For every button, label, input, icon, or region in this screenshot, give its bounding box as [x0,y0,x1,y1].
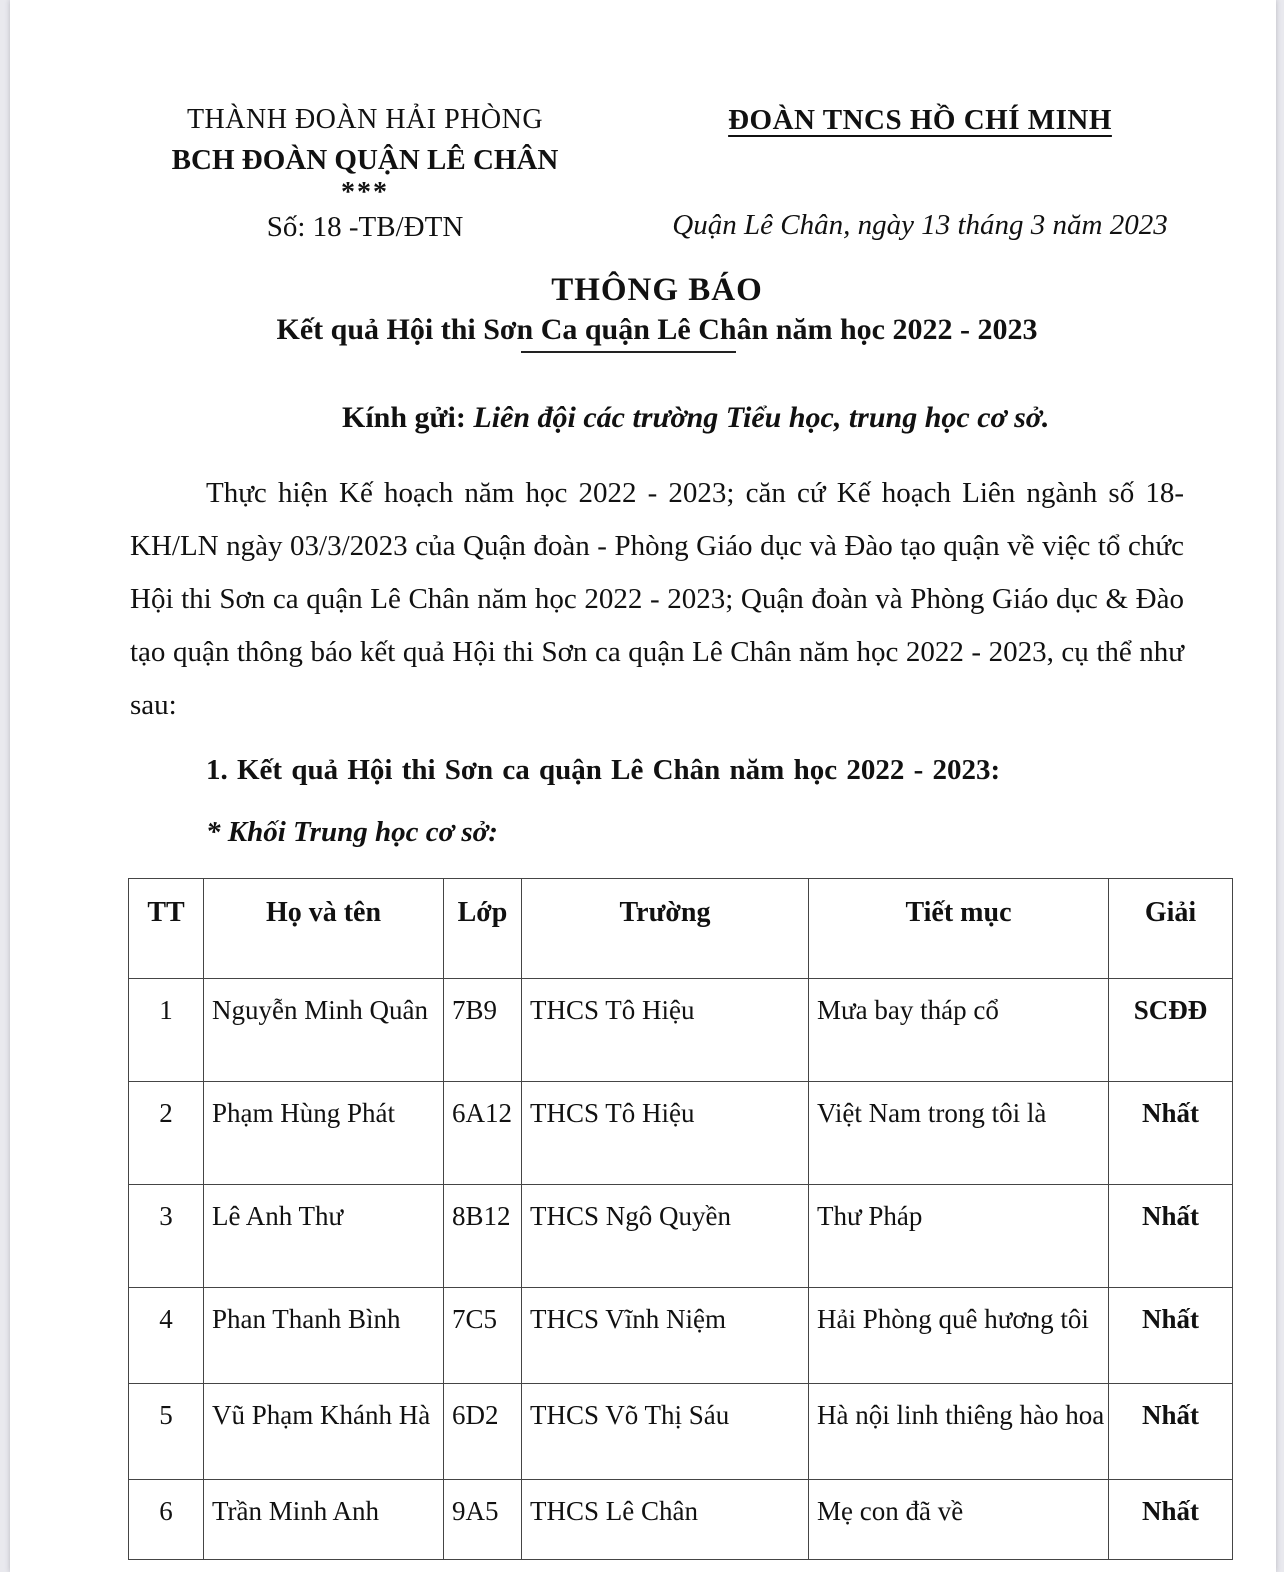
cell-name: Lê Anh Thư [204,1185,444,1288]
table-row [129,979,1233,1082]
cell-school: THCS Vĩnh Niệm [522,1288,809,1384]
cell-class: 8B12 [444,1185,522,1288]
cell-name: Vũ Phạm Khánh Hà [204,1384,444,1480]
col-header-prize: Giải [1109,879,1233,979]
cell-school: THCS Tô Hiệu [522,979,809,1082]
col-header-name: Họ và tên [204,879,444,979]
document-page [10,0,1276,1572]
salutation-label: Kính gửi: [342,401,466,434]
cell-class: 9A5 [444,1480,522,1560]
cell-tt: 6 [129,1480,204,1560]
salutation-recipients: Liên đội các trường Tiểu học, trung học cơ sở. [473,401,1050,434]
cell-prize: SCĐĐ [1109,979,1233,1082]
document-title: THÔNG BÁO [551,272,763,308]
cell-performance: Việt Nam trong tôi là [809,1082,1109,1185]
union-header-block [640,100,1200,246]
cell-tt: 5 [129,1384,204,1480]
union-name: ĐOÀN TNCS HỒ CHÍ MINH [728,104,1112,136]
parent-org-name: THÀNH ĐOÀN HẢI PHÒNG [186,104,544,135]
cell-prize: Nhất [1109,1384,1233,1480]
cell-name: Phan Thanh Bình [204,1288,444,1384]
cell-performance: Hà nội linh thiêng hào hoa [809,1384,1109,1480]
cell-school: THCS Ngô Quyền [522,1185,809,1288]
col-header-performance: Tiết mục [809,879,1109,979]
document-number: Số: 18 -TB/ĐTN [266,211,464,243]
col-header-class: Lớp [444,879,522,979]
cell-prize: Nhất [1109,1480,1233,1560]
cell-prize: Nhất [1109,1082,1233,1185]
cell-class: 7C5 [444,1288,522,1384]
document-subtitle: Kết quả Hội thi Sơn Ca quận Lê Chân năm học 2022 - 2023 [276,313,1038,346]
cell-prize: Nhất [1109,1288,1233,1384]
cell-tt: 3 [129,1185,204,1288]
cell-performance: Mẹ con đã về [809,1480,1109,1560]
cell-tt: 4 [129,1288,204,1384]
cell-tt: 2 [129,1082,204,1185]
subsection-heading: * Khối Trung học cơ sở: [206,816,498,848]
cell-prize: Nhất [1109,1185,1233,1288]
subtitle-underline [521,351,736,353]
salutation-line [342,399,1184,437]
table-header-row [129,879,1233,979]
col-header-school: Trường [522,879,809,979]
issuing-org-name: BCH ĐOÀN QUẬN LÊ CHÂN [171,144,559,176]
cell-name: Trần Minh Anh [204,1480,444,1560]
cell-class: 6D2 [444,1384,522,1480]
separator-stars: *** [341,177,389,208]
document-content [130,268,1208,1560]
cell-school: THCS Lê Chân [522,1480,809,1560]
cell-performance: Mưa bay tháp cổ [809,979,1109,1082]
place-dateline: Quận Lê Chân, ngày 13 tháng 3 năm 2023 [672,209,1168,241]
results-table [128,878,1233,1560]
section-1-heading: 1. Kết quả Hội thi Sơn ca quận Lê Chân năm học 2022 - 2023: [206,754,1001,786]
issuing-org-block [130,100,600,248]
table-row [129,1185,1233,1288]
cell-school: THCS Tô Hiệu [522,1082,809,1185]
cell-school: THCS Võ Thị Sáu [522,1384,809,1480]
cell-tt: 1 [129,979,204,1082]
cell-class: 7B9 [444,979,522,1082]
table-row [129,1480,1233,1560]
col-header-tt: TT [129,879,204,979]
cell-performance: Thư Pháp [809,1185,1109,1288]
table-row [129,1082,1233,1185]
cell-name: Nguyễn Minh Quân [204,979,444,1082]
cell-class: 6A12 [444,1082,522,1185]
cell-performance: Hải Phòng quê hương tôi [809,1288,1109,1384]
cell-name: Phạm Hùng Phát [204,1082,444,1185]
table-row [129,1288,1233,1384]
body-paragraph: Thực hiện Kế hoạch năm học 2022 - 2023; căn cứ Kế hoạch Liên ngành số 18-KH/LN ngày 03/3/2023 của Quận đoàn - Phòng Giáo dục và Đào tạo quận về việc tổ chức Hội thi Sơn ca quận Lê Chân năm học 2022 - 2023; Quận đoàn và Phòng Giáo dục & Đào tạo quận thông báo kết quả Hội thi Sơn ca quận Lê Chân năm học 2022 - 2023, cụ thể như sau: [130,477,1184,721]
table-row [129,1384,1233,1480]
